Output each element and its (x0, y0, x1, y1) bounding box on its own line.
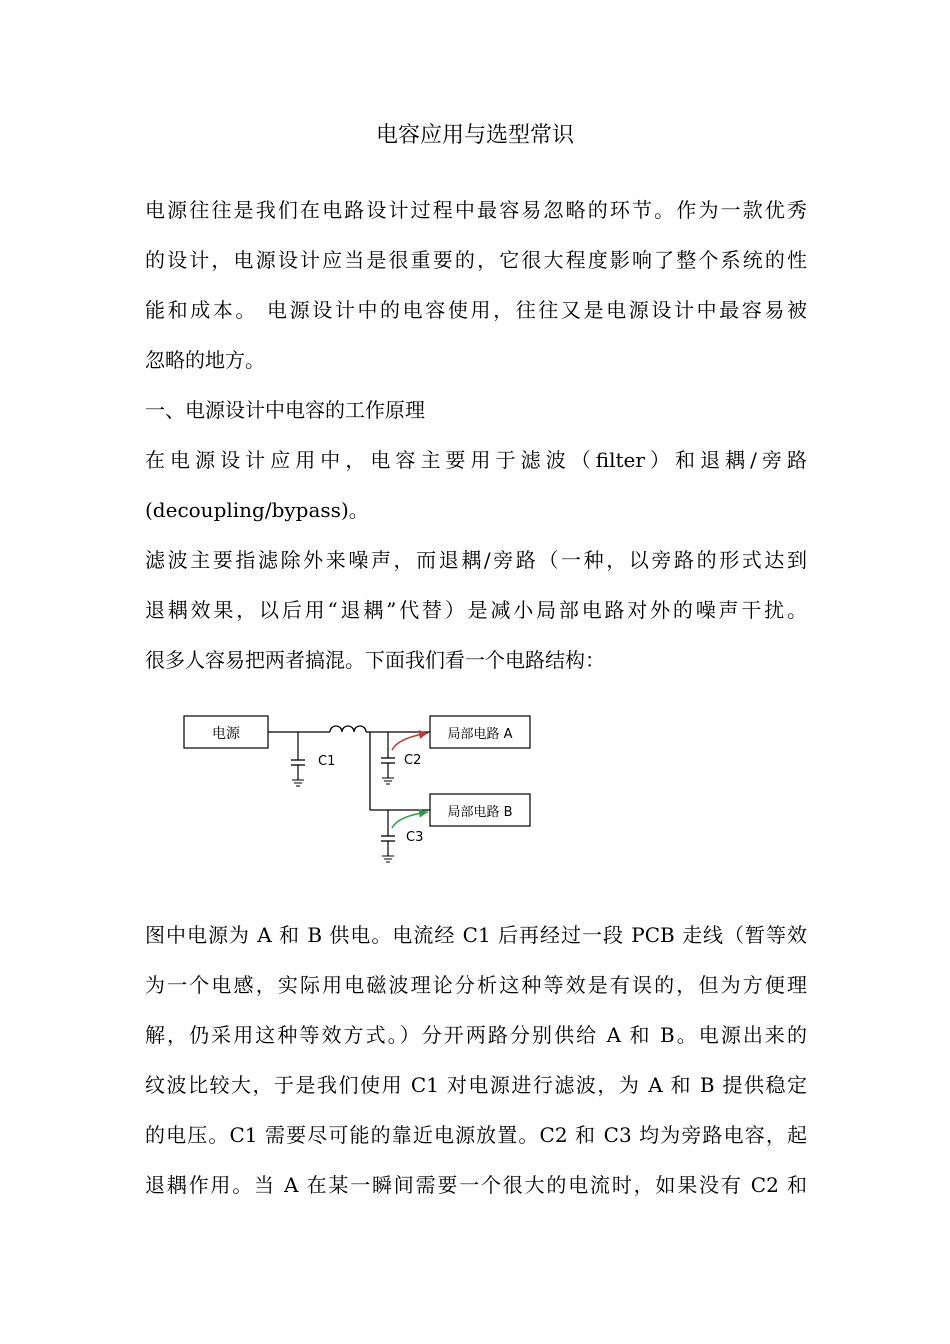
paragraph-line: 能和成本。 电源设计中的电容使用，往往又是电源设计中最容易被 (145, 298, 807, 322)
paragraph-line: (decoupling/bypass)。 (145, 498, 369, 522)
paragraph-line: 的电压。C1 需要尽可能的靠近电源放置。C2 和 C3 均为旁路电容，起 (145, 1123, 807, 1147)
c3-label: C3 (406, 830, 424, 845)
load-a-label: 局部电路 A (447, 727, 513, 742)
c1-label: C1 (318, 754, 336, 769)
c2-label: C2 (404, 753, 422, 768)
paragraph-line: 退耦效果，以后用“退耦”代替）是减小局部电路对外的噪声干扰。 (145, 598, 807, 622)
current-arrow-b (392, 812, 428, 828)
paragraph-line: 电源往往是我们在电路设计过程中最容易忽略的环节。作为一款优秀 (145, 198, 807, 222)
source-label: 电源 (212, 726, 240, 742)
paragraph-line: 纹波比较大，于是我们使用 C1 对电源进行滤波，为 A 和 B 提供稳定 (145, 1073, 807, 1097)
section-heading: 一、电源设计中电容的工作原理 (145, 398, 425, 422)
current-arrow-a (392, 733, 428, 750)
paragraph-line: 解，仍采用这种等效方式。）分开两路分别供给 A 和 B。电源出来的 (145, 1023, 807, 1047)
paragraph-line: 滤波主要指滤除外来噪声，而退耦/旁路（一种，以旁路的形式达到 (145, 548, 807, 572)
paragraph-line: 为一个电感，实际用电磁波理论分析这种等效是有误的，但为方便理 (145, 973, 807, 997)
document-title: 电容应用与选型常识 (375, 123, 574, 148)
paragraph-line: 忽略的地方。 (145, 348, 265, 372)
paragraph-line: 图中电源为 A 和 B 供电。电流经 C1 后再经过一段 PCB 走线（暂等效 (145, 923, 807, 947)
paragraph-line: 在电源设计应用中，电容主要用于滤波（filter）和退耦/旁路 (145, 448, 807, 472)
load-b-label: 局部电路 B (447, 805, 513, 820)
inductor-symbol (330, 726, 366, 732)
circuit-diagram (180, 708, 540, 878)
paragraph-line: 很多人容易把两者搞混。下面我们看一个电路结构： (145, 648, 605, 672)
paragraph-line: 退耦作用。当 A 在某一瞬间需要一个很大的电流时，如果没有 C2 和 (145, 1173, 807, 1197)
paragraph-line: 的设计，电源设计应当是很重要的，它很大程度影响了整个系统的性 (145, 248, 807, 272)
